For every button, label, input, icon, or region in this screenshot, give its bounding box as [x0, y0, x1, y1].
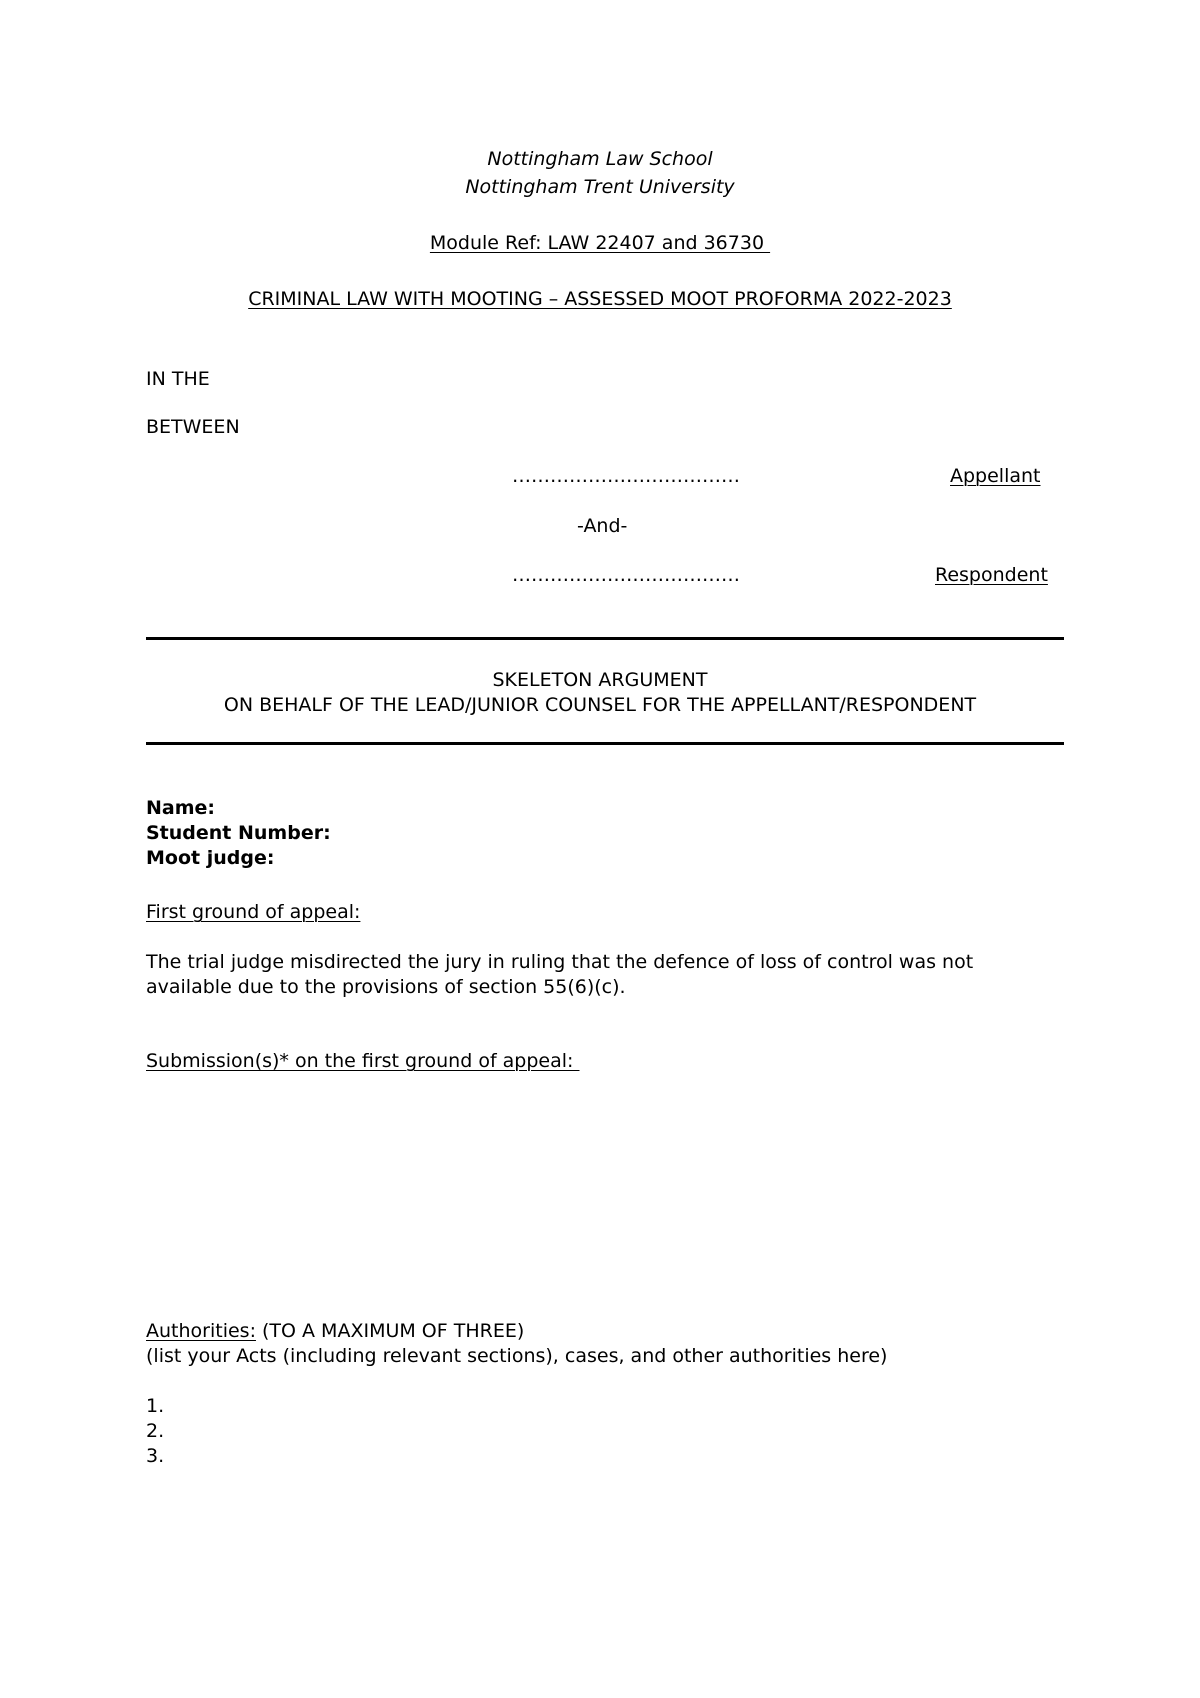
authorities-limit: (TO A MAXIMUM OF THREE): [255, 1320, 525, 1342]
respondent-name-blank: ………………………………: [512, 564, 740, 586]
top-divider: [146, 637, 1064, 640]
appellant-label: Appellant: [950, 465, 1041, 487]
student-number-label: Student Number:: [146, 822, 331, 844]
authority-item-3: 3.: [146, 1445, 165, 1467]
authorities-heading: Authorities:: [146, 1320, 256, 1342]
between-label: BETWEEN: [146, 416, 240, 438]
module-ref: [0, 234, 1200, 253]
submissions-heading: Submission(s)* on the first ground of appeal:: [146, 1050, 580, 1072]
university-name: Nottingham Trent University: [465, 176, 735, 198]
module-ref-text: Module Ref: LAW 22407 and 36730: [429, 232, 771, 254]
moot-judge-label: Moot judge:: [146, 847, 275, 869]
skeleton-heading: SKELETON ARGUMENT: [492, 669, 708, 691]
name-label: Name:: [146, 797, 216, 819]
court-label: IN THE: [146, 368, 210, 390]
appellant-name-blank: ………………………………: [512, 465, 740, 487]
authority-item-2: 2.: [146, 1420, 165, 1442]
and-separator: -And-: [577, 515, 628, 537]
authority-item-1: 1.: [146, 1395, 165, 1417]
authorities-line: [146, 1322, 524, 1341]
document-title: [0, 290, 1200, 309]
ground-heading: First ground of appeal:: [146, 901, 361, 923]
skeleton-subheading: ON BEHALF OF THE LEAD/JUNIOR COUNSEL FOR THE APPELLANT/RESPONDENT: [223, 694, 977, 716]
school-name: Nottingham Law School: [487, 148, 713, 170]
respondent-label: Respondent: [935, 564, 1048, 586]
bottom-divider: [146, 742, 1064, 745]
authorities-instruction: (list your Acts (including relevant sections), cases, and other authorities here): [146, 1345, 888, 1367]
document-title-text: CRIMINAL LAW WITH MOOTING – ASSESSED MOOT PROFORMA 2022-2023: [248, 288, 952, 310]
ground-text-line-2: available due to the provisions of section 55(6)(c).: [146, 976, 626, 998]
ground-text-line-1: The trial judge misdirected the jury in ruling that the defence of loss of control was not: [146, 951, 974, 973]
